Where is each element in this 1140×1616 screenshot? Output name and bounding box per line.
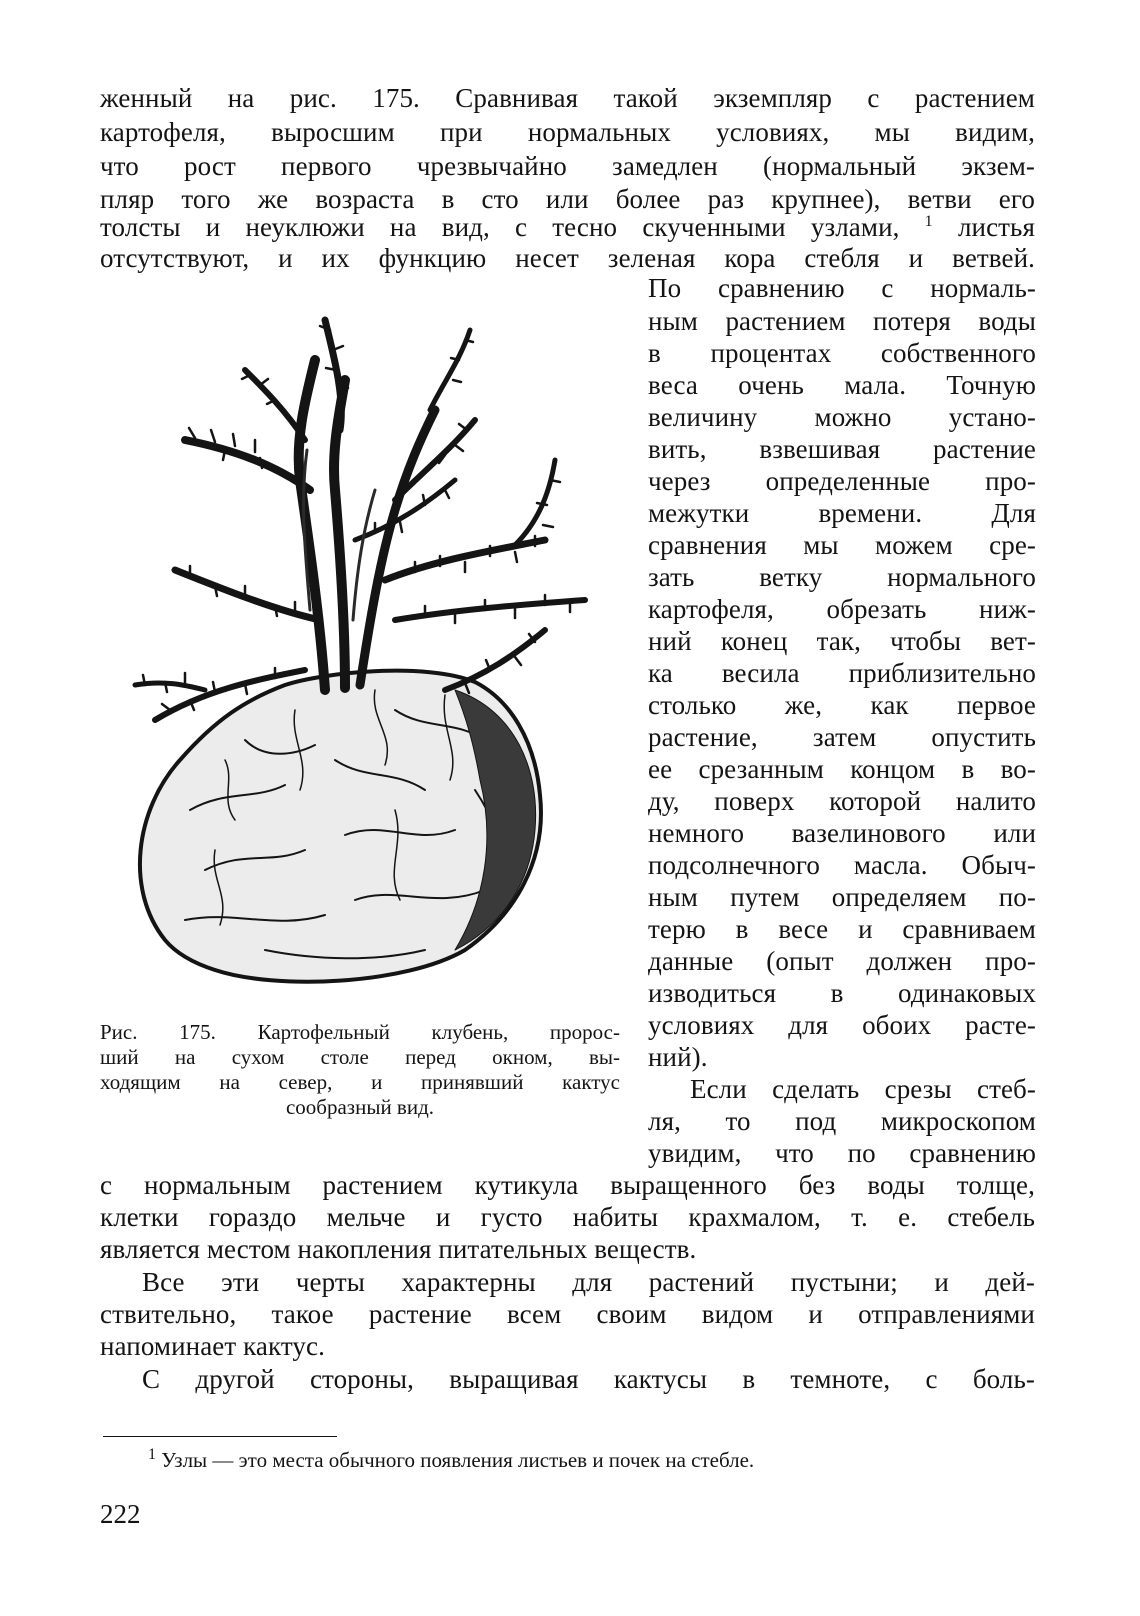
footnote-reference: 1 (924, 213, 933, 230)
text-line: веса очень мала. Точную (648, 370, 1036, 400)
text-line: является местом накопления питательных веществ. (100, 1234, 697, 1264)
text-line: терю в весе и сравниваем (648, 914, 1036, 944)
text-line: женный на рис. 175. Сравнивая такой экземпляр с растением (100, 83, 1035, 113)
text-line: ний конец так, чтобы вет- (648, 626, 1036, 656)
text-line: условиях для обоих расте- (648, 1010, 1036, 1040)
text-line: величину можно устано- (648, 402, 1036, 432)
text-line: зать ветку нормального (648, 562, 1036, 592)
footnote (148, 1447, 754, 1473)
figure-caption-line: ходящим на север, и принявший кактус (100, 1070, 620, 1094)
text-line: Если сделать срезы стеб- (690, 1074, 1036, 1104)
text-line: столько же, как первое (648, 690, 1036, 720)
text-line: картофеля, выросшим при нормальных условиях, мы видим, (100, 117, 1035, 147)
text-line: С другой стороны, выращивая кактусы в темноте, с боль- (142, 1364, 1035, 1394)
figure-caption-line: Рис. 175. Картофельный клубень, пророс- (100, 1020, 620, 1044)
text-line: увидим, что по сравнению (648, 1138, 1036, 1168)
text-line: вить, взвешивая растение (648, 434, 1036, 464)
text-line: По сравнению с нормаль- (648, 273, 1036, 303)
text-line: данные (опыт должен про- (648, 946, 1036, 976)
text-line: немного вазелинового или (648, 818, 1036, 848)
text-line: ным путем определяем по- (648, 882, 1036, 912)
text-fragment: листья (957, 212, 1035, 242)
footnote-mark: 1 (148, 1446, 156, 1463)
figure-caption-line: сообразный вид. (285, 1095, 435, 1119)
figure-caption-line: ший на сухом столе перед окном, вы- (100, 1045, 620, 1069)
text-line: ка весила приблизительно (648, 658, 1036, 688)
text-line: ее срезанным концом в во- (648, 754, 1036, 784)
text-line: картофеля, обрезать ниж- (648, 594, 1036, 624)
text-line: межутки времени. Для (648, 498, 1036, 528)
text-line: отсутствуют, и их функцию несет зеленая кора стебля и ветвей. (100, 243, 1035, 273)
text-line: подсолнечного масла. Обыч- (648, 850, 1036, 880)
text-line: Все эти черты характерны для растений пустыни; и дей- (142, 1267, 1035, 1297)
text-line: ний). (648, 1042, 708, 1072)
text-line: растение, затем опустить (648, 722, 1036, 752)
text-line: сравнения мы можем сре- (648, 530, 1036, 560)
footnote-divider (103, 1436, 337, 1437)
text-line: ля, то под микроскопом (648, 1106, 1036, 1136)
text-line: ствительно, такое растение всем своим видом и отправлениями (100, 1299, 1035, 1329)
footnote-text: Узлы — это места обычного появления листьев и почек на стебле. (161, 1448, 755, 1472)
text-line: с нормальным растением кутикула выращенного без воды толще, (100, 1170, 1035, 1200)
text-line: что рост первого чрезвычайно замедлен (нормальный экзем- (100, 151, 1035, 181)
text-fragment: толсты и неуклюжи на вид, с тесно скученными узлами, (100, 212, 900, 242)
text-line: ду, поверх которой налито (648, 786, 1036, 816)
page-number: 222 (100, 1499, 141, 1529)
text-line: ным растением потеря воды (648, 306, 1036, 336)
text-line: клетки гораздо мельче и густо набиты крахмалом, т. е. стебель (100, 1202, 1035, 1232)
text-line-with-footnote-ref (100, 211, 1035, 243)
text-line: напоминает кактус. (100, 1331, 325, 1361)
text-line: пляр того же возраста в сто или более раз крупнее), ветви его (100, 184, 1035, 214)
text-line: изводиться в одинаковых (648, 978, 1036, 1008)
sprouted-potato-tuber-illustration (95, 290, 630, 1010)
text-line: через определенные про- (648, 466, 1036, 496)
text-line: в процентах собственного (648, 338, 1036, 368)
